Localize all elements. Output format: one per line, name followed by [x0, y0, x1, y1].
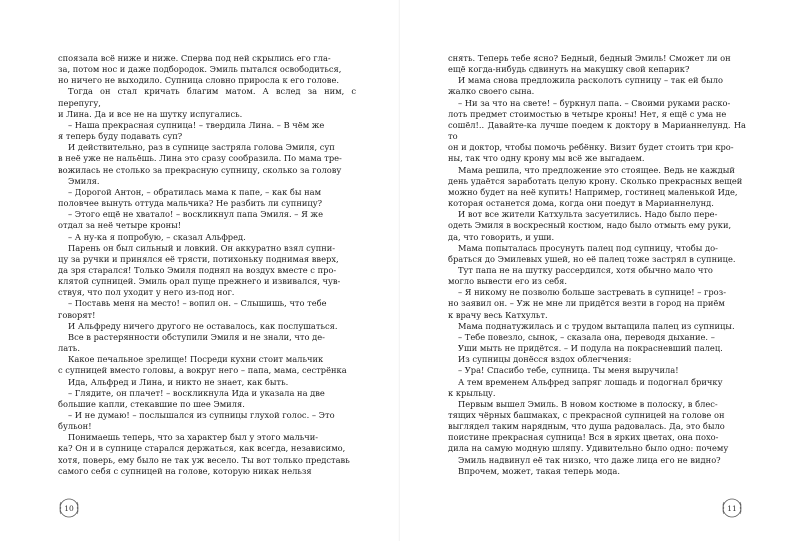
text-line: вожилась не столько за прекрасную супницу, сколько за голову — [58, 164, 342, 175]
text-line: можно будет на неё купить! Например, гостинец маленькой Иде, — [448, 186, 738, 197]
text-line: цу за ручки и принялся её трясти, потихоньку поднимая вверх, — [58, 253, 339, 264]
text-line: Впрочем, может, такая теперь мода. — [458, 465, 620, 476]
text-line: я теперь буду подавать суп? — [58, 131, 183, 142]
left-page-number — [58, 497, 80, 519]
text-line: Мама решила, что предложение это стоящее. Ведь не каждый — [458, 164, 735, 175]
text-line: – Ура! Спасибо тебе, супница. Ты меня выручила! — [458, 365, 679, 376]
text-line: споязала всё ниже и ниже. Сперва под ней скрылись его гла- — [58, 53, 331, 63]
text-line: лать. — [58, 343, 80, 354]
text-line: но заявил он. – Уж не мне ли придётся везти в город на приём — [448, 298, 725, 309]
text-line: Мама поднатужилась и с трудом вытащила палец из супницы. — [458, 320, 735, 331]
text-line: к крыльцу. — [448, 387, 496, 398]
text-line: да зря старался! Только Эмиля поднял на воздух вместе с про- — [58, 264, 337, 275]
text-line: поистине прекрасная супница! Вся в ярких цветах, она похо- — [448, 432, 719, 443]
text-line: Тогда он стал кричать благим матом. А вслед за ним, с перепугу, — [58, 86, 356, 108]
text-line: он и доктор, чтобы помочь ребёнку. Визит будет стоить три кро- — [448, 142, 734, 153]
text-line: – Поставь меня на место! – вопил он. – Слышишь, что тебе — [68, 298, 327, 309]
right-page-number — [721, 497, 743, 519]
text-line: ещё когда-нибудь сдвинуть на макушку свой кепарик? — [448, 64, 690, 75]
text-line: – Я никому не позволю больше застревать в супнице! – гроз- — [458, 287, 727, 298]
text-line: за, потом нос и даже подбородок. Эмиль пытался освободиться, — [58, 64, 342, 75]
text-line: Парень он был сильный и ловкий. Он аккуратно взял супни- — [68, 242, 336, 253]
text-line: – Дорогой Антон, – обратилась мама к папе, – как бы нам — [68, 186, 322, 197]
text-line: хотя, поверь, ему было не так уж весело. Ты вот только представь — [58, 454, 350, 465]
text-line: – Этого ещё не хватало! – воскликнул папа Эмиля. – Я же — [68, 209, 323, 220]
text-line: – Тебе повезло, сынок, – сказала она, переводя дыхание. – — [458, 331, 715, 342]
text-line: Уши мыть не придётся. – И подула на покрасневший палец. — [458, 343, 723, 354]
text-line: да, что говорить, и уши. — [448, 231, 555, 242]
text-line: – Наша прекрасная супница! – твердила Лина. – В чём же — [68, 119, 325, 130]
text-line: Мама попыталась просунуть палец под супницу, чтобы до- — [458, 242, 718, 253]
text-line: – И не думаю! – послышался из супницы глухой голос. – Это — [68, 410, 335, 420]
text-line: ны, так что одну крону мы всё же выгадаем. — [448, 153, 645, 164]
text-line: бульон! — [58, 421, 92, 432]
text-line: И мама снова предложила расколоть супницу – так ей было — [458, 75, 724, 86]
text-line: – А ну-ка я попробую, – сказал Альфред. — [68, 231, 246, 242]
left-page-number-text: 10 — [64, 503, 74, 513]
text-line: Эмиль надвинул её так низко, что даже лица его не видно? — [458, 454, 721, 465]
text-line: с супницей вместо головы, а вокруг него – папа, мама, сестрёнка — [58, 365, 347, 376]
text-line: к врачу весь Катхульт. — [448, 309, 548, 320]
text-line: могло вывести его из себя. — [448, 276, 567, 287]
text-line: сошёл!.. Давайте-ка лучше поедем к доктору в Марианнелунд. На то — [448, 119, 746, 142]
text-line: Эмиля. — [68, 175, 100, 186]
text-line: – Глядите, он плачет! – воскликнула Ида и указала на две — [68, 387, 325, 398]
text-line: браться до Эмилевых ушей, но её палец тоже застрял в супнице. — [448, 253, 736, 264]
text-line: половчее вынуть оттуда мальчика? Не разбить ли супницу? — [58, 198, 323, 209]
text-line: лоть предмет стоимостью в четыре кроны! Нет, я ещё с ума не — [448, 108, 727, 119]
text-line: жалко своего сына. — [448, 86, 535, 97]
text-line: Все в растерянности обступили Эмиля и не знали, что де- — [68, 331, 325, 342]
text-line: клятой супницей. Эмиль орал пуще прежнего и извивался, чув- — [58, 276, 341, 287]
text-line: день удаётся заработать целую крону. Сколько прекрасных вещей — [448, 175, 743, 186]
text-line: дила на самую модную шляпу. Удивительно было одно: почему — [448, 443, 729, 454]
text-line: И действительно, раз в супнице застряла голова Эмиля, суп — [68, 142, 335, 153]
text-line: тящих чёрных башмаках, с прекрасной супницей на голове он — [448, 410, 725, 420]
text-line: Ида, Альфред и Лина, и никто не знает, как быть. — [68, 376, 289, 387]
text-line: Первым вышел Эмиль. В новом костюме в полоску, в блес- — [458, 398, 718, 409]
text-line: Понимаешь теперь, что за характер был у этого мальчи- — [68, 432, 319, 443]
text-line: И вот все жители Катхульта засуетились. Надо было пере- — [458, 209, 718, 220]
right-page-text — [448, 53, 746, 477]
right-page-number-text: 11 — [727, 503, 737, 513]
text-line: И Альфреду ничего другого не оставалось, как послушаться. — [68, 320, 338, 331]
text-line: большие капли, стекавшие по шее Эмиля. — [58, 398, 245, 409]
text-line: говорят! — [58, 309, 96, 320]
text-line: Какое печальное зрелище! Посреди кухни стоит мальчик — [68, 354, 324, 365]
text-line: самого себя с супницей на голове, которую никак нельзя — [58, 465, 312, 476]
text-line: снять. Теперь тебе ясно? Бедный, бедный Эмиль! Сможет ли он — [448, 53, 731, 63]
text-line: отдал за неё четыре кроны! — [58, 220, 182, 231]
text-line: и Лина. Да и все не на шутку испугались. — [58, 108, 243, 119]
left-page-text — [58, 53, 356, 477]
text-line: А тем временем Альфред запряг лошадь и подогнал бричку — [458, 376, 723, 387]
text-line: но ничего не выходило. Супница словно приросла к его голове. — [58, 75, 340, 86]
text-line: выглядел таким нарядным, что душа радовалась. Да, это было — [448, 421, 725, 432]
text-line: в неё уже не нальёшь. Лина это сразу сообразила. По мама тре- — [58, 153, 342, 164]
text-line: ствуя, что пол уходит у него из-под ног. — [58, 287, 235, 298]
text-line: – Ни за что на свете! – буркнул папа. – Своими руками раско- — [458, 97, 731, 108]
right-page — [400, 0, 800, 541]
text-line: Из супницы донёсся вздох облегчения: — [458, 354, 632, 365]
text-line: ка? Он и в супнице старался держаться, как всегда, независимо, — [58, 443, 346, 454]
text-line: которая останется дома, когда они поедут в Марианнелунд. — [448, 198, 714, 209]
text-line: одеть Эмиля в воскресный костюм, надо было отмыть ему руки, — [448, 220, 732, 231]
text-line: Тут папа не на шутку рассердился, хотя обычно мало что — [458, 264, 713, 275]
